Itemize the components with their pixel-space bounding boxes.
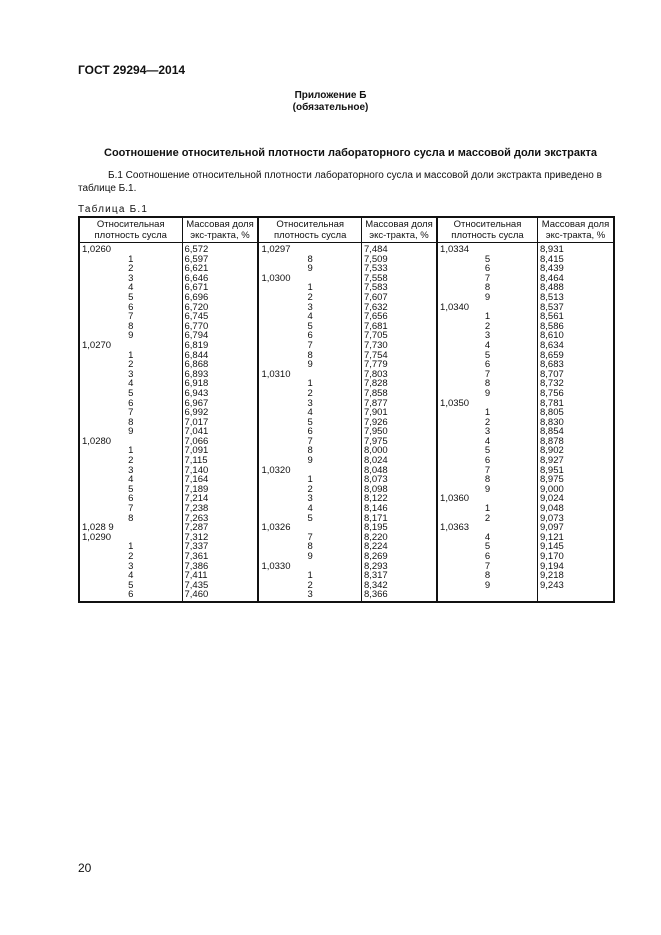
extract-cell: 8,610 [538,331,615,341]
extract-cell: 7,803 [361,370,437,380]
table-row [79,456,614,466]
extract-cell: 7,435 [182,581,258,591]
density-cell: 3 [79,466,182,476]
density-cell: 7 [258,341,361,351]
extract-cell: 6,819 [182,341,258,351]
extract-cell: 7,681 [361,322,437,332]
page-number: 20 [78,861,92,875]
extract-cell: 7,583 [361,283,437,293]
extract-cell: 8,634 [538,341,615,351]
extract-cell: 7,730 [361,341,437,351]
table-row [79,399,614,409]
extract-cell: 7,950 [361,427,437,437]
density-cell: 7 [258,437,361,447]
density-cell: 8 [258,446,361,456]
density-cell: 7 [437,562,537,572]
extract-cell: 7,558 [361,274,437,284]
table-row [79,571,614,581]
table-caption: Таблица Б.1 [78,204,149,215]
density-cell: 6 [437,552,537,562]
extract-cell: 8,048 [361,466,437,476]
density-cell: 6 [79,494,182,504]
density-cell: 4 [79,283,182,293]
extract-cell: 8,439 [538,264,615,274]
density-cell: 1,028 9 [79,523,182,533]
extract-cell: 6,671 [182,283,258,293]
extract-cell: 6,646 [182,274,258,284]
density-cell: 4 [79,571,182,581]
density-cell: 1 [258,571,361,581]
extract-cell: 9,073 [538,514,615,524]
extract-cell: 7,091 [182,446,258,456]
extract-cell: 9,243 [538,581,615,591]
header-extract-3: Массовая доля экс-тракта, % [538,217,615,243]
section-heading: Соотношение относительной плотности лабораторного сусла и массовой доли экстракта [104,147,597,159]
density-cell: 3 [437,427,537,437]
density-cell: 9 [258,456,361,466]
density-cell: 8 [258,542,361,552]
extract-cell: 7,901 [361,408,437,418]
density-cell: 9 [437,389,537,399]
density-cell: 6 [437,264,537,274]
extract-cell: 8,220 [361,533,437,543]
table-row [79,514,614,524]
extract-cell: 8,195 [361,523,437,533]
density-cell: 1 [258,475,361,485]
density-cell: 1,0260 [79,243,182,255]
extract-cell: 7,017 [182,418,258,428]
density-cell: 1 [79,542,182,552]
extract-cell: 8,366 [361,590,437,602]
extract-cell: 9,097 [538,523,615,533]
extract-cell: 6,621 [182,264,258,274]
table-row [79,581,614,591]
density-cell: 4 [437,437,537,447]
density-cell: 1,0310 [258,370,361,380]
density-cell: 1 [79,255,182,265]
extract-cell: 6,720 [182,303,258,313]
extract-cell: 8,488 [538,283,615,293]
density-cell: 6 [79,590,182,602]
density-cell: 6 [79,399,182,409]
density-cell: 5 [79,293,182,303]
density-cell: 3 [79,274,182,284]
extract-cell: 8,464 [538,274,615,284]
density-cell: 7 [79,504,182,514]
density-cell: 9 [79,427,182,437]
extract-cell: 8,513 [538,293,615,303]
extract-cell: 7,705 [361,331,437,341]
table-row [79,504,614,514]
density-cell: 1 [437,312,537,322]
extract-cell: 8,927 [538,456,615,466]
density-cell [437,590,537,602]
density-cell: 8 [79,514,182,524]
extract-cell: 8,732 [538,379,615,389]
header-density-1: Относительная плотность сусла [79,217,182,243]
extract-cell: 9,145 [538,542,615,552]
extract-cell: 8,024 [361,456,437,466]
intro-paragraph: Б.1 Соотношение относительной плотности лабораторного сусла и массовой доли экстракта приведено в таблице Б.1. [78,170,602,194]
density-cell: 8 [437,379,537,389]
density-cell: 7 [437,274,537,284]
density-cell: 1,0340 [437,303,537,313]
extract-cell: 7,263 [182,514,258,524]
density-cell: 8 [79,322,182,332]
extract-cell: 8,171 [361,514,437,524]
density-cell: 1,0270 [79,341,182,351]
density-cell: 2 [258,293,361,303]
table-row [79,255,614,265]
extract-cell: 8,830 [538,418,615,428]
table-row [79,351,614,361]
table-row [79,243,614,255]
appendix-block [0,90,661,114]
extract-cell: 8,781 [538,399,615,409]
extract-cell: 8,805 [538,408,615,418]
table-row [79,590,614,602]
extract-cell: 7,411 [182,571,258,581]
table-row [79,533,614,543]
density-cell: 1 [79,351,182,361]
density-cell: 8 [437,571,537,581]
density-cell: 2 [437,322,537,332]
density-cell: 5 [79,485,182,495]
extract-cell: 6,992 [182,408,258,418]
density-cell: 4 [437,341,537,351]
table-row [79,341,614,351]
extract-cell: 8,878 [538,437,615,447]
table-row [79,293,614,303]
density-cell: 9 [258,552,361,562]
density-cell: 5 [79,581,182,591]
extract-cell: 7,361 [182,552,258,562]
table-body [79,243,614,602]
density-cell: 5 [437,446,537,456]
extract-cell: 8,586 [538,322,615,332]
density-cell: 2 [79,264,182,274]
extract-cell: 7,484 [361,243,437,255]
extract-cell: 7,460 [182,590,258,602]
density-cell: 1,0334 [437,243,537,255]
extract-cell: 7,164 [182,475,258,485]
table-row [79,466,614,476]
table-row [79,360,614,370]
density-cell: 2 [79,456,182,466]
extract-cell: 8,317 [361,571,437,581]
extract-cell: 9,194 [538,562,615,572]
extract-cell: 7,386 [182,562,258,572]
extract-cell: 7,041 [182,427,258,437]
density-cell: 8 [258,351,361,361]
extract-cell: 6,745 [182,312,258,322]
density-cell: 2 [258,581,361,591]
extract-cell: 8,146 [361,504,437,514]
table-row [79,312,614,322]
density-cell: 1 [79,446,182,456]
extract-cell: 8,561 [538,312,615,322]
extract-cell: 7,877 [361,399,437,409]
table-row [79,389,614,399]
extract-cell: 8,122 [361,494,437,504]
table-row [79,274,614,284]
extract-cell: 7,754 [361,351,437,361]
density-cell: 1,0297 [258,243,361,255]
extract-cell: 9,218 [538,571,615,581]
density-cell: 5 [79,389,182,399]
density-cell: 2 [437,418,537,428]
density-cell: 2 [258,389,361,399]
extract-cell: 8,854 [538,427,615,437]
extract-cell: 7,214 [182,494,258,504]
extract-cell: 6,868 [182,360,258,370]
density-cell: 9 [437,293,537,303]
extract-cell: 6,572 [182,243,258,255]
density-cell: 8 [437,283,537,293]
header-density-2: Относительная плотность сусла [258,217,361,243]
extract-cell: 6,918 [182,379,258,389]
extract-cell: 9,024 [538,494,615,504]
extract-cell: 7,312 [182,533,258,543]
table-row [79,485,614,495]
extract-cell: 7,238 [182,504,258,514]
table-row [79,552,614,562]
density-cell: 6 [258,331,361,341]
table-row [79,303,614,313]
extract-cell: 6,893 [182,370,258,380]
density-cell: 4 [79,379,182,389]
density-cell: 2 [79,552,182,562]
extract-cell: 8,659 [538,351,615,361]
table-row [79,437,614,447]
table-row [79,494,614,504]
extract-cell: 7,926 [361,418,437,428]
density-cell: 3 [437,331,537,341]
extract-cell: 7,115 [182,456,258,466]
document-code: ГОСТ 29294—2014 [78,63,186,77]
density-cell: 7 [79,408,182,418]
extract-cell: 8,683 [538,360,615,370]
density-cell: 1,0290 [79,533,182,543]
extract-cell: 9,121 [538,533,615,543]
table-row [79,322,614,332]
density-cell: 1,0320 [258,466,361,476]
extract-cell: 8,537 [538,303,615,313]
table-header [79,217,614,243]
extract-cell: 8,224 [361,542,437,552]
table-row [79,446,614,456]
density-cell: 5 [258,514,361,524]
table-row [79,264,614,274]
density-cell: 7 [437,466,537,476]
density-cell: 1,0350 [437,399,537,409]
table-row [79,523,614,533]
density-cell: 6 [79,303,182,313]
table-row [79,370,614,380]
density-cell: 4 [437,533,537,543]
density-cell: 1,0363 [437,523,537,533]
extract-cell: 8,951 [538,466,615,476]
density-cell: 6 [258,427,361,437]
extract-cell: 6,794 [182,331,258,341]
density-cell: 5 [437,351,537,361]
extract-cell: 6,844 [182,351,258,361]
table-row [79,427,614,437]
density-cell: 3 [79,370,182,380]
extract-cell: 7,779 [361,360,437,370]
density-cell: 6 [437,360,537,370]
density-cell: 7 [79,312,182,322]
header-extract-2: Массовая доля экс-тракта, % [361,217,437,243]
appendix-title: Приложение Б [294,90,367,101]
extract-cell: 8,415 [538,255,615,265]
extract-cell: 9,170 [538,552,615,562]
density-cell: 5 [258,322,361,332]
density-cell: 8 [79,418,182,428]
density-cell: 5 [437,542,537,552]
header-extract-1: Массовая доля экс-тракта, % [182,217,258,243]
density-cell: 2 [79,360,182,370]
density-cell: 4 [258,408,361,418]
density-cell: 5 [437,255,537,265]
header-density-3: Относительная плотность сусла [437,217,537,243]
table-row [79,475,614,485]
density-cell: 3 [258,590,361,602]
extract-cell: 7,140 [182,466,258,476]
extract-cell: 6,696 [182,293,258,303]
density-cell: 1,0280 [79,437,182,447]
density-cell: 1,0360 [437,494,537,504]
density-cell: 3 [79,562,182,572]
density-cell: 1,0300 [258,274,361,284]
density-cell: 9 [79,331,182,341]
extract-cell: 7,828 [361,379,437,389]
density-cell: 2 [258,485,361,495]
table-row [79,418,614,428]
extract-cell: 7,632 [361,303,437,313]
extract-cell: 8,756 [538,389,615,399]
table-row [79,331,614,341]
extract-cell: 8,975 [538,475,615,485]
extract-cell: 8,293 [361,562,437,572]
density-cell: 1,0326 [258,523,361,533]
density-cell: 1 [437,504,537,514]
table-row [79,283,614,293]
density-extract-table [78,216,615,603]
extract-cell: 7,189 [182,485,258,495]
density-cell: 4 [258,312,361,322]
density-cell: 1 [437,408,537,418]
density-cell: 5 [258,418,361,428]
extract-cell: 8,902 [538,446,615,456]
density-cell: 8 [258,255,361,265]
extract-cell: 8,931 [538,243,615,255]
extract-cell: 6,943 [182,389,258,399]
table-row [79,408,614,418]
density-cell: 9 [437,581,537,591]
density-cell: 3 [258,494,361,504]
extract-cell: 9,048 [538,504,615,514]
density-cell: 1 [258,379,361,389]
density-cell: 1,0330 [258,562,361,572]
density-cell: 7 [258,533,361,543]
extract-cell: 7,607 [361,293,437,303]
density-cell: 7 [437,370,537,380]
extract-cell: 7,858 [361,389,437,399]
density-cell: 9 [258,264,361,274]
density-cell: 1 [258,283,361,293]
extract-cell: 6,967 [182,399,258,409]
extract-cell: 8,707 [538,370,615,380]
density-cell: 2 [437,514,537,524]
extract-cell: 7,509 [361,255,437,265]
extract-cell: 7,337 [182,542,258,552]
density-cell: 8 [437,475,537,485]
extract-cell: 8,269 [361,552,437,562]
density-cell: 4 [258,504,361,514]
extract-cell: 8,098 [361,485,437,495]
table-row [79,379,614,389]
density-cell: 9 [437,485,537,495]
density-cell: 6 [437,456,537,466]
extract-cell [538,590,615,602]
density-cell: 9 [258,360,361,370]
extract-cell: 8,000 [361,446,437,456]
extract-cell: 7,656 [361,312,437,322]
appendix-subtitle: (обязательное) [292,102,369,113]
table-row [79,542,614,552]
density-cell: 3 [258,303,361,313]
extract-cell: 6,597 [182,255,258,265]
extract-cell: 7,287 [182,523,258,533]
extract-cell: 9,000 [538,485,615,495]
extract-cell: 8,073 [361,475,437,485]
table-row [79,562,614,572]
extract-cell: 6,770 [182,322,258,332]
extract-cell: 7,533 [361,264,437,274]
extract-cell: 7,975 [361,437,437,447]
extract-cell: 8,342 [361,581,437,591]
density-cell: 4 [79,475,182,485]
extract-cell: 7,066 [182,437,258,447]
density-cell: 3 [258,399,361,409]
